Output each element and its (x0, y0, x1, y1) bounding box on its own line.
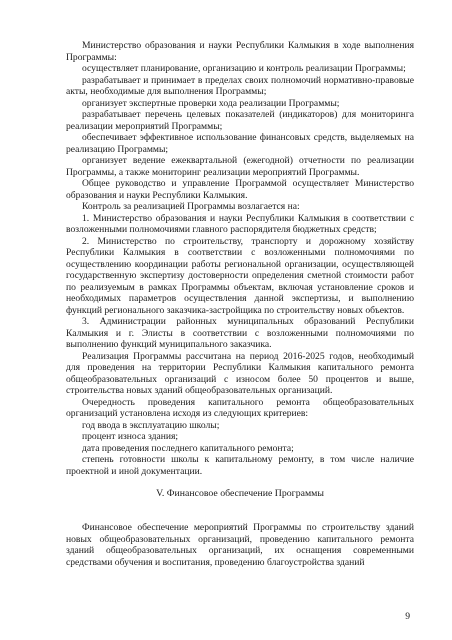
paragraph: Финансовое обеспечение мероприятий Программы по строительству зданий новых общеобразовательных организаций, проведению капитального ремонта зданий общеобразовательных организаций, их оснащения современными средствами обучения и воспитания, проведению благоустройства зданий (66, 522, 414, 568)
paragraph: 3. Администрации районных муниципальных образований Республики Калмыкия и г. Элисты в соответствии с возложенными полномочиями по выполнению функций муниципального заказчика. (66, 316, 414, 350)
paragraph: 2. Министерство по строительству, транспорту и дорожному хозяйству Республики Калмыкия в соответствии с возложенными полномочиями по осуществлению координации работы региональной организации, осуществляющей государственную экспертизу достоверности определения сметной стоимости работ по реализуемым в рамках Программы объектам, включая установление сроков и необходимых параметров осуществления данной экспертизы, и выполнению функций регионального заказчика-застройщика по строительству новых объектов. (66, 235, 414, 316)
spacer (66, 511, 414, 522)
page-number: 9 (405, 611, 410, 622)
spacer (66, 500, 414, 511)
paragraph: разрабатывает и принимает в пределах своих полномочий нормативно-правовые акты, необходимые для выполнения Программы; (66, 74, 414, 97)
paragraph: организует экспертные проверки хода реализации Программы; (82, 97, 340, 109)
paragraph: процент износа здания; (82, 431, 179, 442)
paragraph: Реализация Программы рассчитана на период 2016-2025 годов, необходимый для проведения на территории Республики Калмыкия капитального ремонта общеобразовательных организаций с износом более 50 процентов и выше, строительства новых зданий общеобразовательных организаций. (66, 350, 414, 396)
section-body-top (66, 40, 414, 477)
paragraph: дата проведения последнего капитального ремонта; (82, 442, 294, 454)
paragraph: обеспечивает эффективное использование финансовых средств, выделяемых на реализацию Программы; (66, 132, 414, 155)
paragraph: Министерство образования и науки Республики Калмыкия в ходе выполнения Программы: (66, 40, 414, 63)
paragraph: Очередность проведения капитального ремонта общеобразовательных организаций установлена исходя из следующих критериев: (66, 396, 414, 419)
paragraph: 1. Министерство образования и науки Республики Калмыкия в соответствии с возложенными полномочиями главного распорядителя бюджетных средств; (66, 212, 414, 235)
paragraph: Общее руководство и управление Программой осуществляет Министерство образования и науки Республики Калмыкия. (66, 178, 414, 201)
section-body-bottom (66, 522, 414, 568)
paragraph: организует ведение ежеквартальной (ежегодной) отчетности по реализации Программы, а также мониторинг реализации мероприятий Программы. (66, 155, 414, 178)
section-heading: V. Финансовое обеспечение Программы (156, 488, 324, 499)
paragraph: осуществляет планирование, организацию и контроль реализации Программы; (82, 63, 406, 74)
paragraph: Контроль за реализацией Программы возлагается на: (82, 201, 300, 212)
paragraph: разрабатывает перечень целевых показателей (индикаторов) для мониторинга реализации мероприятий Программы; (66, 109, 414, 132)
paragraph: год ввода в эксплуатацию школы; (82, 419, 220, 431)
paragraph: степень готовности школы к капитальному ремонту, в том числе наличие проектной и иной документации. (66, 454, 414, 477)
spacer (66, 477, 414, 488)
